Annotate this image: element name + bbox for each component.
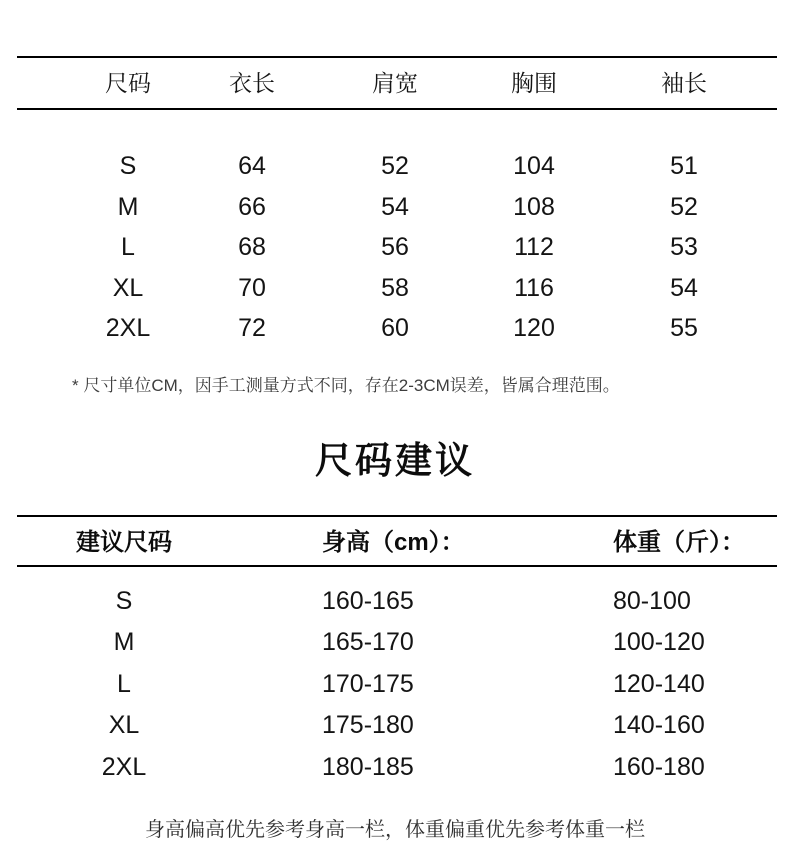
size-table-header-shoulder: 肩宽 bbox=[372, 70, 418, 96]
weight-range: 160-180 bbox=[613, 753, 705, 781]
size-table-header-size: 尺码 bbox=[105, 70, 151, 96]
size-label: S bbox=[119, 152, 137, 180]
size-label: M bbox=[117, 193, 139, 221]
sleeve-value: 54 bbox=[670, 274, 698, 302]
chest-value: 108 bbox=[513, 193, 555, 221]
shoulder-value: 56 bbox=[381, 233, 409, 261]
size-table-header-length: 衣长 bbox=[229, 70, 275, 96]
size-table-row-xl bbox=[0, 273, 790, 303]
shoulder-value: 58 bbox=[381, 274, 409, 302]
shoulder-value: 54 bbox=[381, 193, 409, 221]
size-label: 2XL bbox=[101, 753, 147, 781]
suggestion-table-top-rule bbox=[17, 515, 777, 517]
section-title-size-suggestion: 尺码建议 bbox=[315, 440, 475, 481]
sleeve-value: 53 bbox=[670, 233, 698, 261]
length-value: 68 bbox=[238, 233, 266, 261]
size-table-header-sleeve: 袖长 bbox=[661, 70, 707, 96]
size-label: 2XL bbox=[105, 314, 151, 342]
shoulder-value: 52 bbox=[381, 152, 409, 180]
height-range: 175-180 bbox=[322, 711, 414, 739]
weight-range: 100-120 bbox=[613, 628, 705, 656]
weight-range: 80-100 bbox=[613, 587, 691, 615]
sleeve-value: 51 bbox=[670, 152, 698, 180]
weight-range: 120-140 bbox=[613, 670, 705, 698]
suggestion-table-header-row bbox=[0, 528, 790, 558]
suggestion-row-xl bbox=[0, 710, 790, 740]
height-weight-priority-note: 身高偏高优先参考身高一栏，体重偏重优先参考体重一栏 bbox=[145, 819, 645, 841]
size-label: M bbox=[113, 628, 135, 656]
chest-value: 120 bbox=[513, 314, 555, 342]
weight-range: 140-160 bbox=[613, 711, 705, 739]
height-range: 170-175 bbox=[322, 670, 414, 698]
size-label: L bbox=[117, 670, 131, 698]
height-range: 160-165 bbox=[322, 587, 414, 615]
chest-value: 116 bbox=[514, 274, 554, 302]
chest-value: 104 bbox=[513, 152, 555, 180]
length-value: 66 bbox=[238, 193, 266, 221]
size-table-row-l bbox=[0, 232, 790, 262]
height-range: 165-170 bbox=[322, 628, 414, 656]
length-value: 64 bbox=[238, 152, 266, 180]
size-label: L bbox=[121, 233, 135, 261]
size-label: XL bbox=[108, 711, 140, 739]
size-table-header-chest: 胸围 bbox=[511, 70, 557, 96]
size-table-row-2xl bbox=[0, 313, 790, 343]
suggestion-row-s bbox=[0, 586, 790, 616]
size-table-row-m bbox=[0, 192, 790, 222]
chest-value: 112 bbox=[514, 233, 554, 261]
length-value: 72 bbox=[238, 314, 266, 342]
suggestion-header-weight: 体重（斤）： bbox=[613, 529, 745, 556]
height-range: 180-185 bbox=[322, 753, 414, 781]
size-label: XL bbox=[112, 274, 144, 302]
sleeve-value: 52 bbox=[670, 193, 698, 221]
size-label: S bbox=[115, 587, 133, 615]
sleeve-value: 55 bbox=[670, 314, 698, 342]
size-table-header-rule bbox=[17, 108, 777, 110]
suggestion-table-header-rule bbox=[17, 565, 777, 567]
length-value: 70 bbox=[238, 274, 266, 302]
suggestion-row-2xl bbox=[0, 752, 790, 782]
suggestion-header-height: 身高（cm）： bbox=[322, 529, 465, 556]
size-table-row-s bbox=[0, 151, 790, 181]
suggestion-row-m bbox=[0, 627, 790, 657]
shoulder-value: 60 bbox=[381, 314, 409, 342]
suggestion-row-l bbox=[0, 669, 790, 699]
measurement-tolerance-note: * 尺寸单位CM，因手工测量方式不同，存在2-3CM误差，皆属合理范围。 bbox=[72, 376, 620, 395]
size-table-header-row bbox=[0, 68, 790, 98]
suggestion-header-size: 建议尺码 bbox=[76, 529, 172, 556]
size-table-top-rule bbox=[17, 56, 777, 58]
